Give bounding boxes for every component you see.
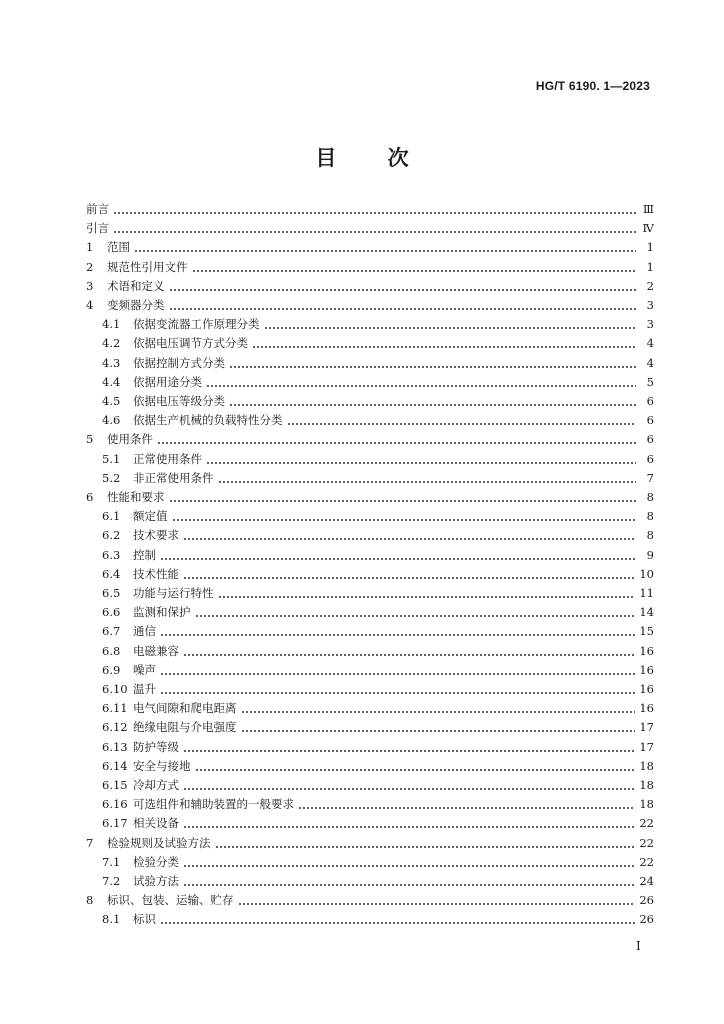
- toc-entry-number: 6.17: [102, 816, 128, 831]
- toc-entry[interactable]: [86, 238, 654, 257]
- toc-entry-title: 绝缘电阻与介电强度: [133, 720, 237, 735]
- dot-leader: [113, 219, 636, 238]
- toc-entry[interactable]: [102, 872, 654, 891]
- toc-entry-page: 26: [639, 912, 654, 927]
- dot-leader: [229, 354, 636, 373]
- toc-entry[interactable]: [102, 373, 654, 392]
- toc-entry-title: 正常使用条件: [133, 451, 202, 466]
- dot-leader: [252, 334, 636, 353]
- toc-entry-title: 依据电压等级分类: [133, 394, 225, 408]
- toc-entry-title: 非正常使用条件: [133, 470, 214, 485]
- toc-entry[interactable]: [102, 334, 654, 353]
- toc-entry[interactable]: [102, 603, 654, 622]
- toc-entry[interactable]: [102, 776, 654, 795]
- toc-entry-page: 14: [639, 605, 654, 620]
- dot-leader: [160, 680, 635, 699]
- toc-entry-title: 使用条件: [107, 432, 153, 447]
- dot-leader: [183, 814, 635, 833]
- toc-entry[interactable]: [102, 546, 654, 565]
- toc-entry-number: 6.1: [102, 509, 121, 524]
- toc-entry-number: 4.6: [102, 413, 121, 428]
- toc-entry-title: 标识: [133, 912, 156, 927]
- dot-leader: [183, 872, 635, 891]
- toc-entry-page: 6: [646, 451, 654, 466]
- toc-entry-title: 通信: [133, 624, 156, 639]
- toc-entry-page: 16: [639, 701, 654, 716]
- dot-leader: [215, 834, 636, 853]
- toc-entry-page: 16: [639, 643, 654, 658]
- dot-leader: [183, 565, 635, 584]
- toc-entry-title: 范围: [107, 240, 130, 255]
- dot-leader: [183, 738, 635, 757]
- toc-entry-title: 控制: [133, 547, 156, 562]
- toc-entry[interactable]: [102, 853, 654, 872]
- dot-leader: [241, 699, 636, 718]
- toc-entry[interactable]: [102, 622, 654, 641]
- toc-entry-title: 标识、包装、运输、贮存: [107, 893, 234, 908]
- toc-entry-page: 16: [639, 662, 654, 677]
- toc-entry-title: 术语和定义: [107, 278, 165, 293]
- toc-entry-page: 1: [646, 240, 654, 255]
- toc-entry[interactable]: [102, 469, 654, 488]
- toc-entry[interactable]: [102, 507, 654, 526]
- toc-entry-page: 4: [646, 336, 654, 351]
- toc-entry[interactable]: [102, 795, 654, 814]
- dot-leader: [160, 546, 636, 565]
- toc-entry-page: 8: [646, 490, 654, 504]
- toc-entry-page: 22: [639, 854, 654, 869]
- toc-entry[interactable]: [102, 315, 654, 334]
- toc-entry-title: 电气间隙和爬电距离: [133, 701, 237, 716]
- dot-leader: [169, 296, 637, 315]
- toc-entry-title: 依据控制方式分类: [133, 355, 225, 370]
- toc-entry-page: 2: [646, 278, 654, 293]
- dot-leader: [241, 718, 636, 737]
- toc-entry-title: 试验方法: [133, 874, 179, 888]
- dot-leader: [183, 526, 636, 545]
- toc-entry[interactable]: [102, 910, 654, 929]
- toc-entry-page: 8: [646, 509, 654, 524]
- dot-leader: [160, 910, 635, 929]
- toc-entry-page: Ⅲ: [642, 202, 654, 216]
- toc-entry-title: 变频器分类: [107, 298, 165, 312]
- dot-leader: [169, 277, 637, 296]
- toc-entry[interactable]: [102, 354, 654, 373]
- toc-entry-title: 性能和要求: [107, 490, 165, 504]
- toc-entry-page: 18: [639, 758, 654, 773]
- dot-leader: [195, 757, 636, 776]
- toc-entry[interactable]: [102, 526, 654, 545]
- dot-leader: [264, 315, 637, 334]
- toc-entry-page: 18: [639, 797, 654, 812]
- toc-entry-title: 功能与运行特性: [133, 586, 214, 600]
- toc-entry-title: 引言: [86, 221, 109, 236]
- toc-entry-number: 4: [86, 298, 94, 312]
- toc-entry[interactable]: [102, 584, 654, 603]
- toc-entry[interactable]: [102, 411, 654, 430]
- toc-entry-number: 6.16: [102, 797, 128, 812]
- dot-leader: [206, 373, 636, 392]
- toc-entry-number: 6.8: [102, 643, 121, 658]
- toc-entry-page: 26: [639, 893, 654, 908]
- toc-entry-number: 1: [86, 240, 94, 255]
- toc-entry-title: 依据用途分类: [133, 374, 202, 389]
- dot-leader: [169, 488, 637, 507]
- toc-entry-title: 噪声: [133, 662, 156, 677]
- toc-entry[interactable]: [102, 565, 654, 584]
- toc-entry-page: 6: [646, 413, 654, 428]
- toc-entry[interactable]: [86, 258, 654, 277]
- toc-entry-number: 4.4: [102, 374, 121, 389]
- toc-entry-title: 检验规则及试验方法: [107, 835, 211, 850]
- toc-entry-page: 22: [639, 816, 654, 831]
- toc-entry-number: 3: [86, 278, 94, 293]
- dot-leader: [183, 776, 635, 795]
- toc-entry-page: 9: [646, 547, 654, 562]
- toc-entry-page: 24: [639, 874, 654, 888]
- toc-entry-title: 电磁兼容: [133, 643, 179, 658]
- toc-entry-number: 6.15: [102, 778, 128, 792]
- toc-entry-number: 5: [86, 432, 94, 447]
- toc-entry-number: 6.9: [102, 662, 121, 677]
- toc-entry-page: 7: [646, 470, 654, 485]
- toc-entry-page: 4: [646, 355, 654, 370]
- toc-entry-page: 3: [646, 298, 654, 312]
- toc-entry[interactable]: [102, 814, 654, 833]
- toc-entry-title: 可选组件和辅助装置的一般要求: [133, 797, 294, 812]
- toc-entry[interactable]: [86, 430, 654, 449]
- toc-entry[interactable]: [86, 277, 654, 296]
- toc-entry-title: 安全与接地: [133, 758, 191, 773]
- toc-entry-title: 检验分类: [133, 854, 179, 869]
- toc-entry-title: 相关设备: [133, 816, 179, 831]
- toc-entry-title: 监测和保护: [133, 605, 191, 620]
- toc-entry-number: 6: [86, 490, 94, 504]
- toc-entry-number: 6.3: [102, 547, 121, 562]
- toc-entry-number: 6.6: [102, 605, 121, 620]
- dot-leader: [183, 853, 635, 872]
- toc-entry-number: 5.1: [102, 451, 121, 466]
- toc-entry[interactable]: [102, 699, 654, 718]
- toc-entry-title: 防护等级: [133, 739, 179, 754]
- toc-entry-number: 4.1: [102, 317, 121, 332]
- toc-entry-page: 8: [646, 528, 654, 543]
- toc-entry-page: 18: [639, 778, 654, 792]
- dot-leader: [183, 642, 635, 661]
- toc-entry-page: 15: [639, 624, 654, 639]
- toc-entry[interactable]: [86, 296, 654, 315]
- toc-entry-number: 6.7: [102, 624, 121, 639]
- toc-entry-title: 依据电压调节方式分类: [133, 336, 248, 351]
- toc-entry[interactable]: [86, 891, 654, 910]
- toc-entry-page: 22: [639, 835, 654, 850]
- toc-entry-page: 3: [646, 317, 654, 332]
- dot-leader: [160, 661, 635, 680]
- toc-entry-title: 冷却方式: [133, 778, 179, 792]
- toc-entry[interactable]: [86, 834, 654, 853]
- toc-entry-number: 4.5: [102, 394, 121, 408]
- dot-leader: [229, 392, 636, 411]
- toc-entry-number: 6.4: [102, 566, 121, 581]
- toc-entry-number: 6.2: [102, 528, 121, 543]
- toc-entry-number: 8.1: [102, 912, 121, 927]
- toc-entry-title: 额定值: [133, 509, 168, 524]
- dot-leader: [218, 584, 636, 603]
- toc-entry[interactable]: [102, 738, 654, 757]
- toc-entry-page: 6: [646, 432, 654, 447]
- toc-entry[interactable]: [86, 219, 654, 238]
- dot-leader: [192, 258, 637, 277]
- toc-entry-number: 7.2: [102, 874, 121, 888]
- page-title: 目 次: [315, 145, 431, 170]
- toc-entry[interactable]: [102, 392, 654, 411]
- toc-entry-page: 6: [646, 394, 654, 408]
- toc-entry-title: 规范性引用文件: [107, 259, 188, 274]
- toc-entry[interactable]: [102, 718, 654, 737]
- toc-entry-page: 5: [646, 374, 654, 389]
- toc-entry-number: 6.5: [102, 586, 121, 600]
- toc-entry-page: 17: [639, 720, 654, 735]
- dot-leader: [134, 238, 636, 257]
- page-folio: Ⅰ: [636, 939, 641, 953]
- toc-entry-number: 6.10: [102, 682, 128, 696]
- toc-entry-number: 7: [86, 835, 94, 850]
- toc-entry-number: 6.11: [102, 701, 128, 716]
- toc-entry[interactable]: [102, 680, 654, 699]
- toc-entry-number: 6.12: [102, 720, 128, 735]
- toc-entry-page: Ⅳ: [642, 221, 654, 236]
- toc-entry-page: 11: [639, 586, 654, 600]
- toc-entry-number: 2: [86, 259, 94, 274]
- toc-entry-title: 依据生产机械的负载特性分类: [133, 413, 283, 428]
- toc-entry[interactable]: [102, 661, 654, 680]
- dot-leader: [287, 411, 637, 430]
- dot-leader: [172, 507, 637, 526]
- toc-entry[interactable]: [102, 642, 654, 661]
- toc-entry-number: 4.3: [102, 355, 121, 370]
- dot-leader: [238, 891, 636, 910]
- toc-entry-number: 4.2: [102, 336, 121, 351]
- dot-leader: [195, 603, 636, 622]
- toc-entry-page: 10: [639, 566, 654, 581]
- toc-entry-number: 5.2: [102, 470, 121, 485]
- toc-entry[interactable]: [86, 200, 654, 219]
- standard-number: HG/T 6190. 1—2023: [535, 79, 650, 93]
- toc-entry-number: 6.13: [102, 739, 128, 754]
- toc-entry-title: 温升: [133, 682, 156, 696]
- dot-leader: [218, 469, 637, 488]
- toc-entry[interactable]: [102, 450, 654, 469]
- toc-entry-number: 8: [86, 893, 94, 908]
- dot-leader: [206, 450, 636, 469]
- toc-entry-title: 技术要求: [133, 528, 179, 543]
- toc-entry-title: 前言: [86, 202, 109, 216]
- toc-entry-title: 技术性能: [133, 566, 179, 581]
- dot-leader: [298, 795, 635, 814]
- dot-leader: [160, 622, 635, 641]
- toc-entry[interactable]: [86, 488, 654, 507]
- toc-entry[interactable]: [102, 757, 654, 776]
- toc-entry-page: 16: [639, 682, 654, 696]
- toc-entry-number: 7.1: [102, 854, 121, 869]
- dot-leader: [113, 200, 636, 219]
- toc-entry-title: 依据变流器工作原理分类: [133, 317, 260, 332]
- toc-entry-page: 17: [639, 739, 654, 754]
- toc-entry-page: 1: [646, 259, 654, 274]
- toc-entry-number: 6.14: [102, 758, 128, 773]
- dot-leader: [157, 430, 636, 449]
